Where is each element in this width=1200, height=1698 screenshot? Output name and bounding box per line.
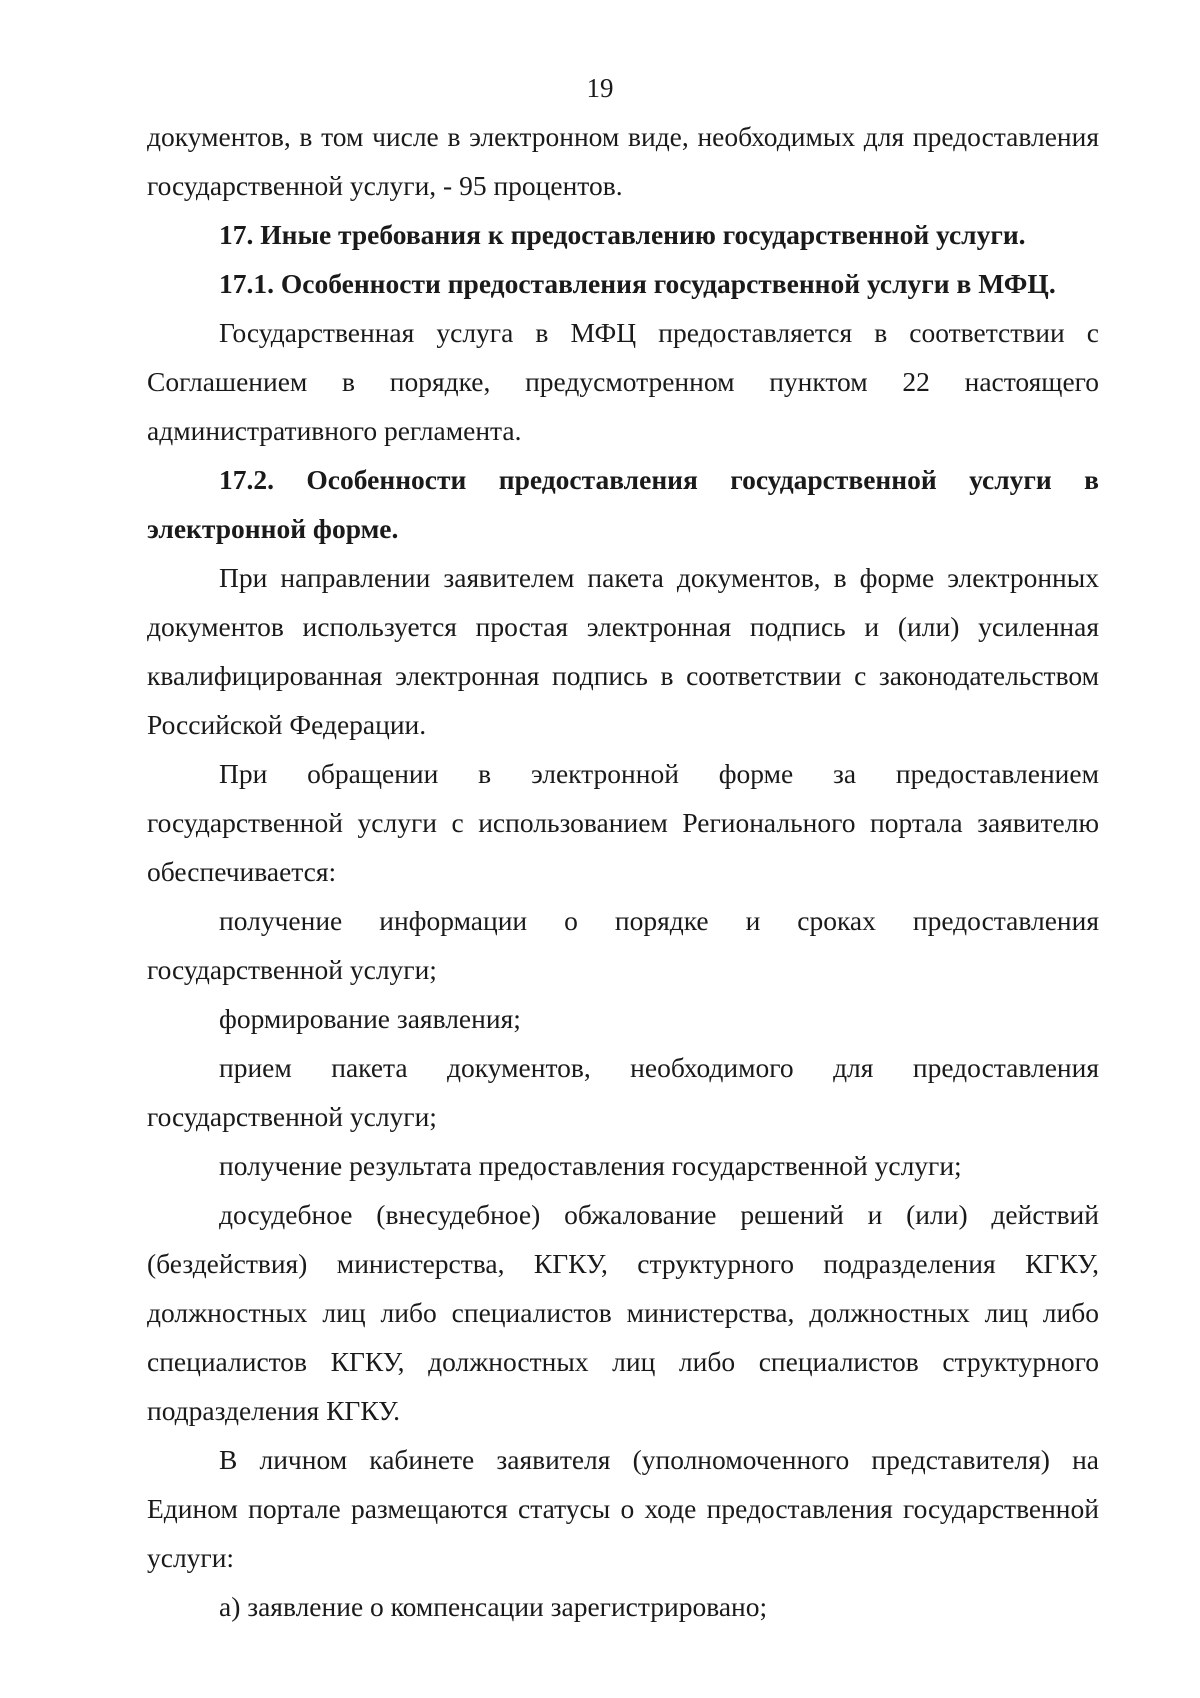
subsection-heading-17-1: 17.1. Особенности предоставления государственной услуги в МФЦ.: [219, 268, 1056, 299]
list-item-status-a: а) заявление о компенсации зарегистрировано;: [219, 1591, 768, 1622]
document-body: [147, 112, 1099, 1631]
paragraph-personal-account: В личном кабинете заявителя (уполномоченного представителя) на Едином портале размещаются статусы о ходе предоставления государственной услуги:: [147, 1444, 1099, 1573]
list-item-documents-reception: прием пакета документов, необходимого для предоставления государственной услуги;: [147, 1052, 1099, 1132]
paragraph-continuation: документов, в том числе в электронном виде, необходимых для предоставления государственной услуги, - 95 процентов.: [147, 121, 1099, 201]
list-item-appeal: досудебное (внесудебное) обжалование решений и (или) действий (бездействия) министерства, КГКУ, структурного подразделения КГКУ, должностных лиц либо специалистов министерства, должностных лиц либо специалистов КГКУ, должностных лиц либо специалистов структурного подразделения КГКУ.: [147, 1199, 1099, 1426]
subsection-heading-17-2: 17.2. Особенности предоставления государственной услуги в электронной форме.: [147, 464, 1099, 544]
list-item-information: получение информации о порядке и сроках предоставления государственной услуги;: [147, 905, 1099, 985]
section-heading-17: 17. Иные требования к предоставлению государственной услуги.: [219, 219, 1026, 250]
page-number: 19: [586, 73, 614, 103]
paragraph-electronic-signature: При направлении заявителем пакета документов, в форме электронных документов используется простая электронная подпись и (или) усиленная квалифицированная электронная подпись в соответствии с законодательством Российской Федерации.: [147, 562, 1099, 740]
list-item-result-receipt: получение результата предоставления государственной услуги;: [219, 1150, 962, 1181]
paragraph-mfc-service: Государственная услуга в МФЦ предоставляется в соответствии с Соглашением в порядке, предусмотренном пунктом 22 настоящего административного регламента.: [147, 317, 1099, 446]
list-item-application-forming: формирование заявления;: [219, 1003, 521, 1034]
paragraph-regional-portal: При обращении в электронной форме за предоставлением государственной услуги с использованием Регионального портала заявителю обеспечивается:: [147, 758, 1099, 887]
